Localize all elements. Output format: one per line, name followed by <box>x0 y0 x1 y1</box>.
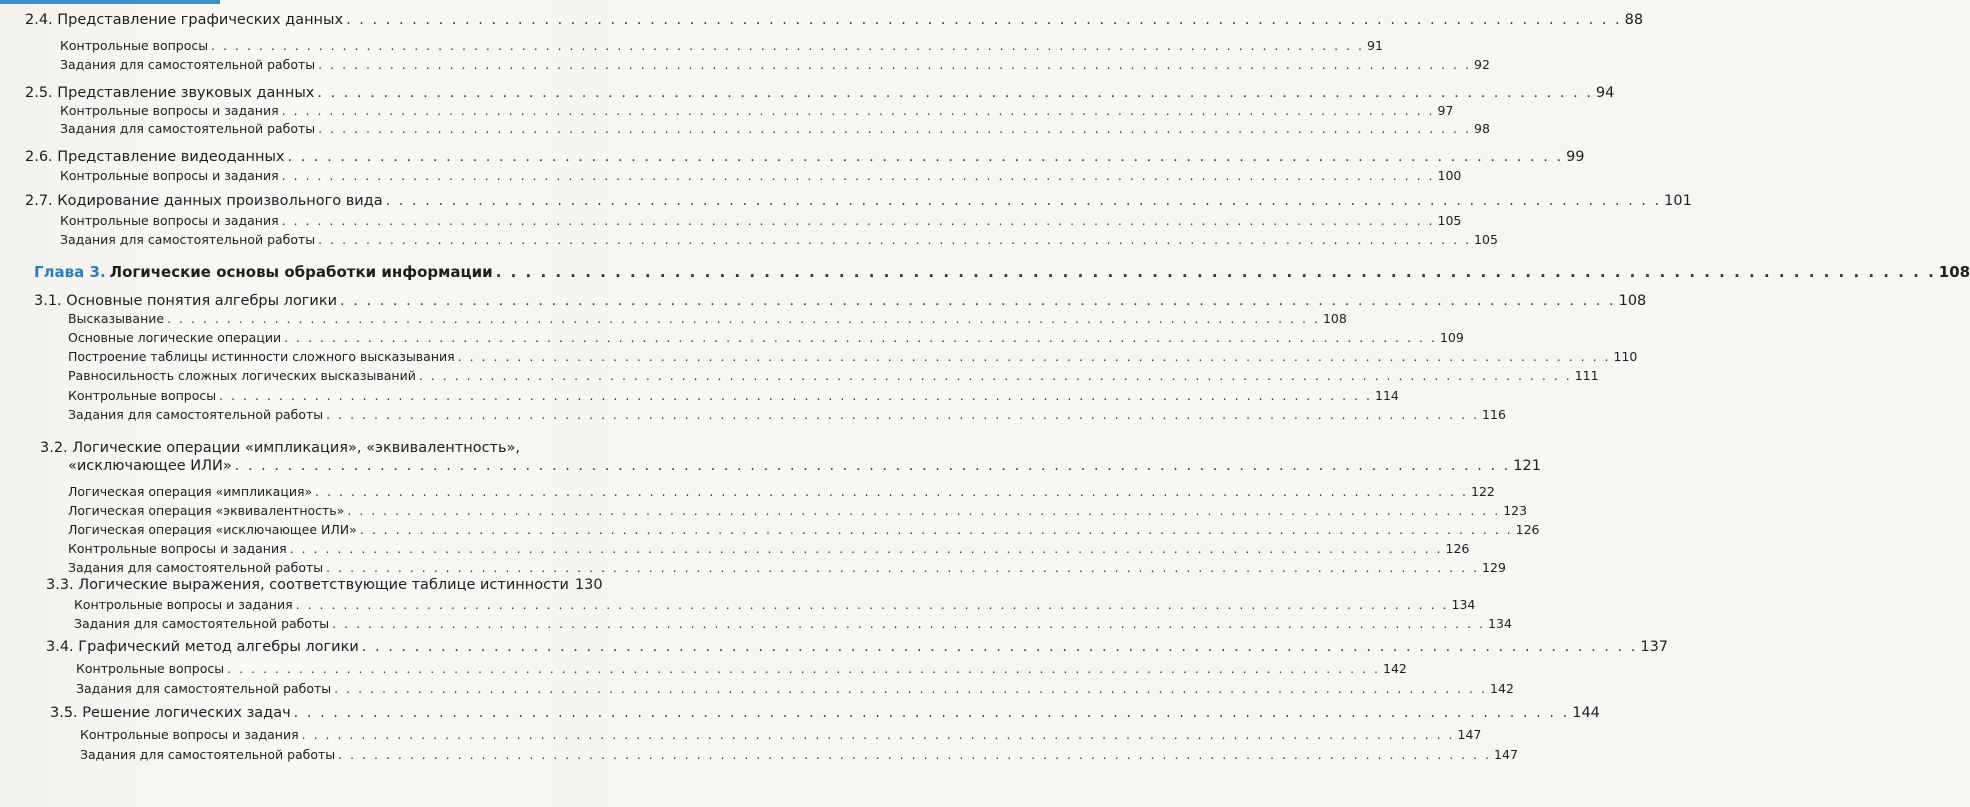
dot-leader <box>326 407 1479 422</box>
toc-entry-title: Задания для самостоятельной работы <box>60 232 316 247</box>
toc-entry <box>68 560 1506 575</box>
dot-leader <box>318 57 1471 72</box>
toc-page-number: 147 <box>1494 747 1518 762</box>
toc-page-number: 91 <box>1367 38 1383 53</box>
toc-entry <box>60 103 1454 118</box>
dot-leader <box>347 503 1500 518</box>
toc-entry <box>68 522 1540 537</box>
toc-entry <box>68 368 1599 383</box>
dot-leader <box>282 213 1435 228</box>
dot-leader <box>282 103 1435 118</box>
toc-page-number: 108 <box>1938 263 1970 281</box>
toc-entry <box>25 149 1585 165</box>
toc-entry <box>68 311 1347 326</box>
toc-entry <box>74 616 1512 631</box>
toc-entry <box>46 639 1669 655</box>
chapter-number: Глава 3. <box>34 263 106 281</box>
toc-entry-title: Контрольные вопросы <box>76 661 225 676</box>
toc-entry <box>60 38 1383 53</box>
toc-entry <box>74 597 1476 612</box>
toc-entry <box>60 57 1490 72</box>
toc-page-number: 108 <box>1322 311 1347 326</box>
dot-leader <box>318 232 1471 247</box>
toc-page-number: 144 <box>1572 705 1600 721</box>
toc-page-number: 100 <box>1437 168 1462 183</box>
dot-leader <box>419 368 1572 383</box>
toc-page-number: 99 <box>1566 149 1585 165</box>
toc-entry <box>68 349 1638 364</box>
toc-entry-title: Контрольные вопросы <box>60 38 209 53</box>
toc-page-number: 94 <box>1595 85 1615 101</box>
toc-page-number: 111 <box>1574 368 1599 383</box>
dot-leader <box>235 458 1511 474</box>
dot-leader <box>302 727 1455 742</box>
toc-entry-title: Основные логические операции <box>68 330 282 345</box>
toc-entry <box>68 330 1464 345</box>
dot-leader <box>294 705 1570 721</box>
dot-leader <box>340 293 1616 309</box>
toc-entry-title: Логическая операция «эквивалентность» <box>68 503 345 518</box>
toc-entry-title: «исключающее ИЛИ» <box>68 458 232 474</box>
toc-entry <box>60 168 1462 183</box>
toc-page-number: 114 <box>1375 388 1399 403</box>
dot-leader <box>346 12 1622 28</box>
toc-entry <box>50 705 1600 721</box>
toc-entry-title: Задания для самостоятельной работы <box>80 747 336 762</box>
dot-leader <box>318 121 1471 136</box>
dot-leader <box>326 560 1479 575</box>
toc-entry-title: Контрольные вопросы и задания <box>60 168 279 183</box>
toc-entry-title: Задания для самостоятельной работы <box>76 681 332 696</box>
toc-entry-title: Контрольные вопросы <box>68 388 217 403</box>
toc-page-number: 122 <box>1471 484 1495 499</box>
toc-page-number: 147 <box>1457 727 1482 742</box>
toc-entry <box>60 213 1462 228</box>
toc-page-number: 126 <box>1445 541 1470 556</box>
dot-leader <box>458 349 1611 364</box>
toc-entry <box>34 293 1647 309</box>
toc-page-number: 105 <box>1437 213 1462 228</box>
dot-leader <box>211 38 1364 53</box>
dot-leader <box>386 193 1662 209</box>
dot-leader <box>317 85 1593 101</box>
toc-entry-title: Задания для самостоятельной работы <box>68 560 324 575</box>
toc-entry <box>68 541 1470 556</box>
toc-entry <box>68 407 1506 422</box>
toc-entry-title: Логическая операция «исключающее ИЛИ» <box>68 522 357 537</box>
toc-entry-title: Высказывание <box>68 311 165 326</box>
toc-page-number: 142 <box>1490 681 1514 696</box>
dot-leader <box>338 747 1491 762</box>
toc-entry-title: 3.3. Логические выражения, соответствующие таблице истинности <box>46 577 569 593</box>
toc-entry-title: 3.2. Логические операции «импликация», «эквивалентность», <box>40 440 521 456</box>
toc-entry <box>76 661 1407 676</box>
dot-leader <box>282 168 1435 183</box>
toc-page-number: 137 <box>1640 639 1669 655</box>
toc-entry-title: Построение таблицы истинности сложного высказывания <box>68 349 455 364</box>
toc-page-number: 129 <box>1482 560 1506 575</box>
dot-leader <box>334 681 1487 696</box>
toc-page-number: 126 <box>1515 522 1540 537</box>
dot-leader <box>284 330 1437 345</box>
toc-entry-title: Контрольные вопросы и задания <box>74 597 293 612</box>
toc-entry-title: 3.1. Основные понятия алгебры логики <box>34 293 338 309</box>
toc-entry <box>25 12 1644 28</box>
toc-entry-title: Контрольные вопросы и задания <box>68 541 287 556</box>
toc-page-number: 121 <box>1513 458 1541 474</box>
toc-entry-title: Равносильность сложных логических высказываний <box>68 368 416 383</box>
toc-page-number: 97 <box>1437 103 1454 118</box>
toc-entry <box>68 388 1399 403</box>
toc-entry-title: Логическая операция «импликация» <box>68 484 313 499</box>
toc-page-number: 134 <box>1451 597 1476 612</box>
toc-entry-title: Задания для самостоятельной работы <box>60 121 316 136</box>
toc-entry-title: Контрольные вопросы и задания <box>60 213 279 228</box>
toc-page-number: 109 <box>1439 330 1464 345</box>
toc-entry <box>68 503 1528 518</box>
toc-page-number: 142 <box>1383 661 1407 676</box>
toc-entry <box>68 458 1541 474</box>
dot-leader <box>167 311 1320 326</box>
dot-leader <box>360 522 1513 537</box>
toc-entry-title: Задания для самостоятельной работы <box>74 616 330 631</box>
dot-leader <box>219 388 1372 403</box>
toc-entry-title: 2.5. Представление звуковых данных <box>25 85 315 101</box>
toc-entry-title: 3.5. Решение логических задач <box>50 705 291 721</box>
toc-entry-title: Задания для самостоятельной работы <box>68 407 324 422</box>
toc-page-number: 105 <box>1474 232 1498 247</box>
toc-page-number: 98 <box>1474 121 1490 136</box>
toc-page-number: 116 <box>1482 407 1506 422</box>
toc-page-number: 110 <box>1613 349 1638 364</box>
toc-entry <box>80 727 1482 742</box>
toc-entry-title: Контрольные вопросы и задания <box>60 103 279 118</box>
toc-entry <box>46 577 603 593</box>
toc-entry-title: Контрольные вопросы и задания <box>80 727 299 742</box>
toc-entry <box>25 193 1692 209</box>
toc-entry <box>40 440 590 456</box>
toc-page-number: 134 <box>1488 616 1512 631</box>
toc-entry <box>68 484 1495 499</box>
toc-entry-title: Задания для самостоятельной работы <box>60 57 316 72</box>
toc-page-number: 101 <box>1664 193 1692 209</box>
toc-entry <box>76 681 1514 696</box>
dot-leader <box>362 639 1638 655</box>
toc-page-number: 130 <box>574 577 603 593</box>
dot-leader <box>315 484 1468 499</box>
toc-entry <box>60 232 1498 247</box>
dot-leader <box>227 661 1380 676</box>
toc-entry-title: 2.7. Кодирование данных произвольного вида <box>25 193 383 209</box>
dot-leader <box>296 597 1449 612</box>
toc-entry <box>34 263 1970 281</box>
toc-page-number: 92 <box>1474 57 1490 72</box>
toc-entry-title: 2.6. Представление видеоданных <box>25 149 285 165</box>
toc-entry-title: Логические основы обработки информации <box>109 263 493 281</box>
toc-entry-title: 3.4. Графический метод алгебры логики <box>46 639 359 655</box>
dot-leader <box>288 149 1564 165</box>
toc-entry <box>25 85 1615 101</box>
toc-entry <box>80 747 1518 762</box>
toc-page-number: 108 <box>1618 293 1647 309</box>
dot-leader <box>332 616 1485 631</box>
dot-leader <box>290 541 1443 556</box>
toc-entry <box>60 121 1490 136</box>
toc-page-number: 123 <box>1503 503 1528 518</box>
toc-entry-title: 2.4. Представление графических данных <box>25 12 344 28</box>
dot-leader <box>496 263 1936 281</box>
toc-page-number: 88 <box>1624 12 1644 28</box>
